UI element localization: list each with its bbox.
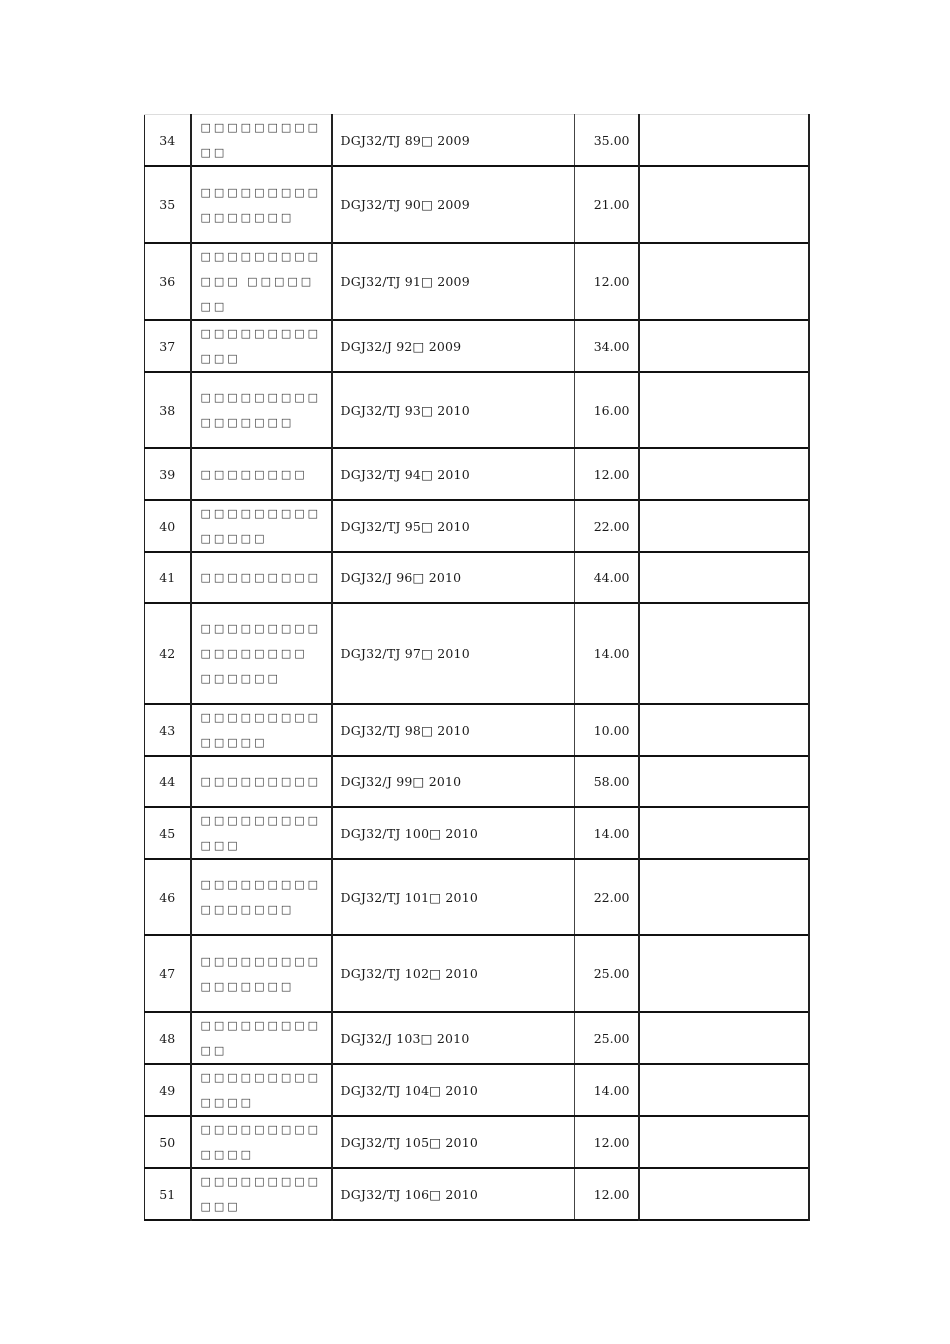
standard-code: DGJ32/TJ 97□ 2010 (332, 603, 575, 704)
standard-name: □□□□□□□□□□□□□□ (191, 500, 332, 552)
standard-code: DGJ32/TJ 91□ 2009 (332, 243, 575, 320)
note-cell (639, 859, 809, 935)
note-cell (639, 807, 809, 859)
standard-code: DGJ32/TJ 104□ 2010 (332, 1064, 575, 1116)
standard-name: □□□□□□□□□□□□□□□□ (191, 935, 332, 1012)
price-cell: 34.00 (575, 320, 639, 372)
price-cell: 12.00 (575, 448, 639, 500)
table-row (145, 1116, 809, 1168)
table-row (145, 372, 809, 448)
standard-name: □□□□□□□□□□□□□□□□ (191, 372, 332, 448)
standard-name: □□□□□□□□ (191, 448, 332, 500)
standard-code: DGJ32/TJ 94□ 2010 (332, 448, 575, 500)
note-cell (639, 372, 809, 448)
standard-code: DGJ32/TJ 89□ 2009 (332, 115, 575, 167)
row-number: 36 (145, 243, 191, 320)
row-number: 34 (145, 115, 191, 167)
standard-name: □□□□□□□□□□□□□□ (191, 704, 332, 756)
note-cell (639, 448, 809, 500)
table-row (145, 1064, 809, 1116)
standard-code: DGJ32/TJ 101□ 2010 (332, 859, 575, 935)
table-row (145, 115, 809, 167)
price-cell: 35.00 (575, 115, 639, 167)
standard-code: DGJ32/TJ 106□ 2010 (332, 1168, 575, 1220)
row-number: 39 (145, 448, 191, 500)
standard-code: DGJ32/TJ 93□ 2010 (332, 372, 575, 448)
table-row (145, 704, 809, 756)
standard-name: □□□□□□□□□□□□ □□□□□□□ (191, 243, 332, 320)
row-number: 38 (145, 372, 191, 448)
note-cell (639, 500, 809, 552)
standard-name: □□□□□□□□□□□□□ (191, 1116, 332, 1168)
table-row (145, 935, 809, 1012)
note-cell (639, 1116, 809, 1168)
row-number: 49 (145, 1064, 191, 1116)
row-number: 40 (145, 500, 191, 552)
price-cell: 21.00 (575, 166, 639, 243)
table-row (145, 756, 809, 807)
price-cell: 58.00 (575, 756, 639, 807)
price-cell: 14.00 (575, 807, 639, 859)
note-cell (639, 935, 809, 1012)
note-cell (639, 552, 809, 603)
standard-code: DGJ32/J 103□ 2010 (332, 1012, 575, 1064)
standard-name: □□□□□□□□□□□□ (191, 320, 332, 372)
note-cell (639, 166, 809, 243)
note-cell (639, 320, 809, 372)
row-number: 45 (145, 807, 191, 859)
row-number: 50 (145, 1116, 191, 1168)
table-row (145, 243, 809, 320)
standards-table (144, 114, 810, 1221)
note-cell (639, 603, 809, 704)
note-cell (639, 704, 809, 756)
standard-name: □□□□□□□□□□□□ (191, 807, 332, 859)
standard-name: □□□□□□□□□ (191, 756, 332, 807)
standard-code: DGJ32/TJ 105□ 2010 (332, 1116, 575, 1168)
price-cell: 25.00 (575, 935, 639, 1012)
row-number: 35 (145, 166, 191, 243)
note-cell (639, 1064, 809, 1116)
table-row (145, 448, 809, 500)
row-number: 46 (145, 859, 191, 935)
standard-code: DGJ32/J 92□ 2009 (332, 320, 575, 372)
row-number: 42 (145, 603, 191, 704)
note-cell (639, 756, 809, 807)
table-row (145, 552, 809, 603)
standard-name: □□□□□□□□□□□ (191, 1012, 332, 1064)
price-cell: 14.00 (575, 603, 639, 704)
price-cell: 12.00 (575, 1116, 639, 1168)
standard-code: DGJ32/TJ 98□ 2010 (332, 704, 575, 756)
standard-code: DGJ32/J 96□ 2010 (332, 552, 575, 603)
standard-name: □□□□□□□□□□□□□□□□ (191, 859, 332, 935)
note-cell (639, 243, 809, 320)
standard-code: DGJ32/TJ 102□ 2010 (332, 935, 575, 1012)
standard-name: □□□□□□□□□□□□□□□□ (191, 166, 332, 243)
row-number: 44 (145, 756, 191, 807)
note-cell (639, 115, 809, 167)
table-row (145, 807, 809, 859)
table-row (145, 166, 809, 243)
table-row (145, 1168, 809, 1220)
price-cell: 22.00 (575, 500, 639, 552)
standard-code: DGJ32/TJ 90□ 2009 (332, 166, 575, 243)
standard-name: □□□□□□□□□□□ (191, 115, 332, 167)
row-number: 41 (145, 552, 191, 603)
standard-code: DGJ32/J 99□ 2010 (332, 756, 575, 807)
table-row (145, 320, 809, 372)
standard-code: DGJ32/TJ 100□ 2010 (332, 807, 575, 859)
table-row (145, 603, 809, 704)
row-number: 43 (145, 704, 191, 756)
price-cell: 44.00 (575, 552, 639, 603)
row-number: 51 (145, 1168, 191, 1220)
price-cell: 25.00 (575, 1012, 639, 1064)
table-row (145, 1012, 809, 1064)
table-row (145, 859, 809, 935)
price-cell: 12.00 (575, 243, 639, 320)
row-number: 37 (145, 320, 191, 372)
price-cell: 10.00 (575, 704, 639, 756)
standard-name: □□□□□□□□□□□□□ (191, 1064, 332, 1116)
price-cell: 14.00 (575, 1064, 639, 1116)
standard-code: DGJ32/TJ 95□ 2010 (332, 500, 575, 552)
row-number: 48 (145, 1012, 191, 1064)
price-cell: 16.00 (575, 372, 639, 448)
row-number: 47 (145, 935, 191, 1012)
note-cell (639, 1012, 809, 1064)
standard-name: □□□□□□□□□□□□ (191, 1168, 332, 1220)
standard-name: □□□□□□□□□□□□□□□□□ □□□□□□ (191, 603, 332, 704)
standard-name: □□□□□□□□□ (191, 552, 332, 603)
note-cell (639, 1168, 809, 1220)
price-cell: 12.00 (575, 1168, 639, 1220)
table-row (145, 500, 809, 552)
price-cell: 22.00 (575, 859, 639, 935)
